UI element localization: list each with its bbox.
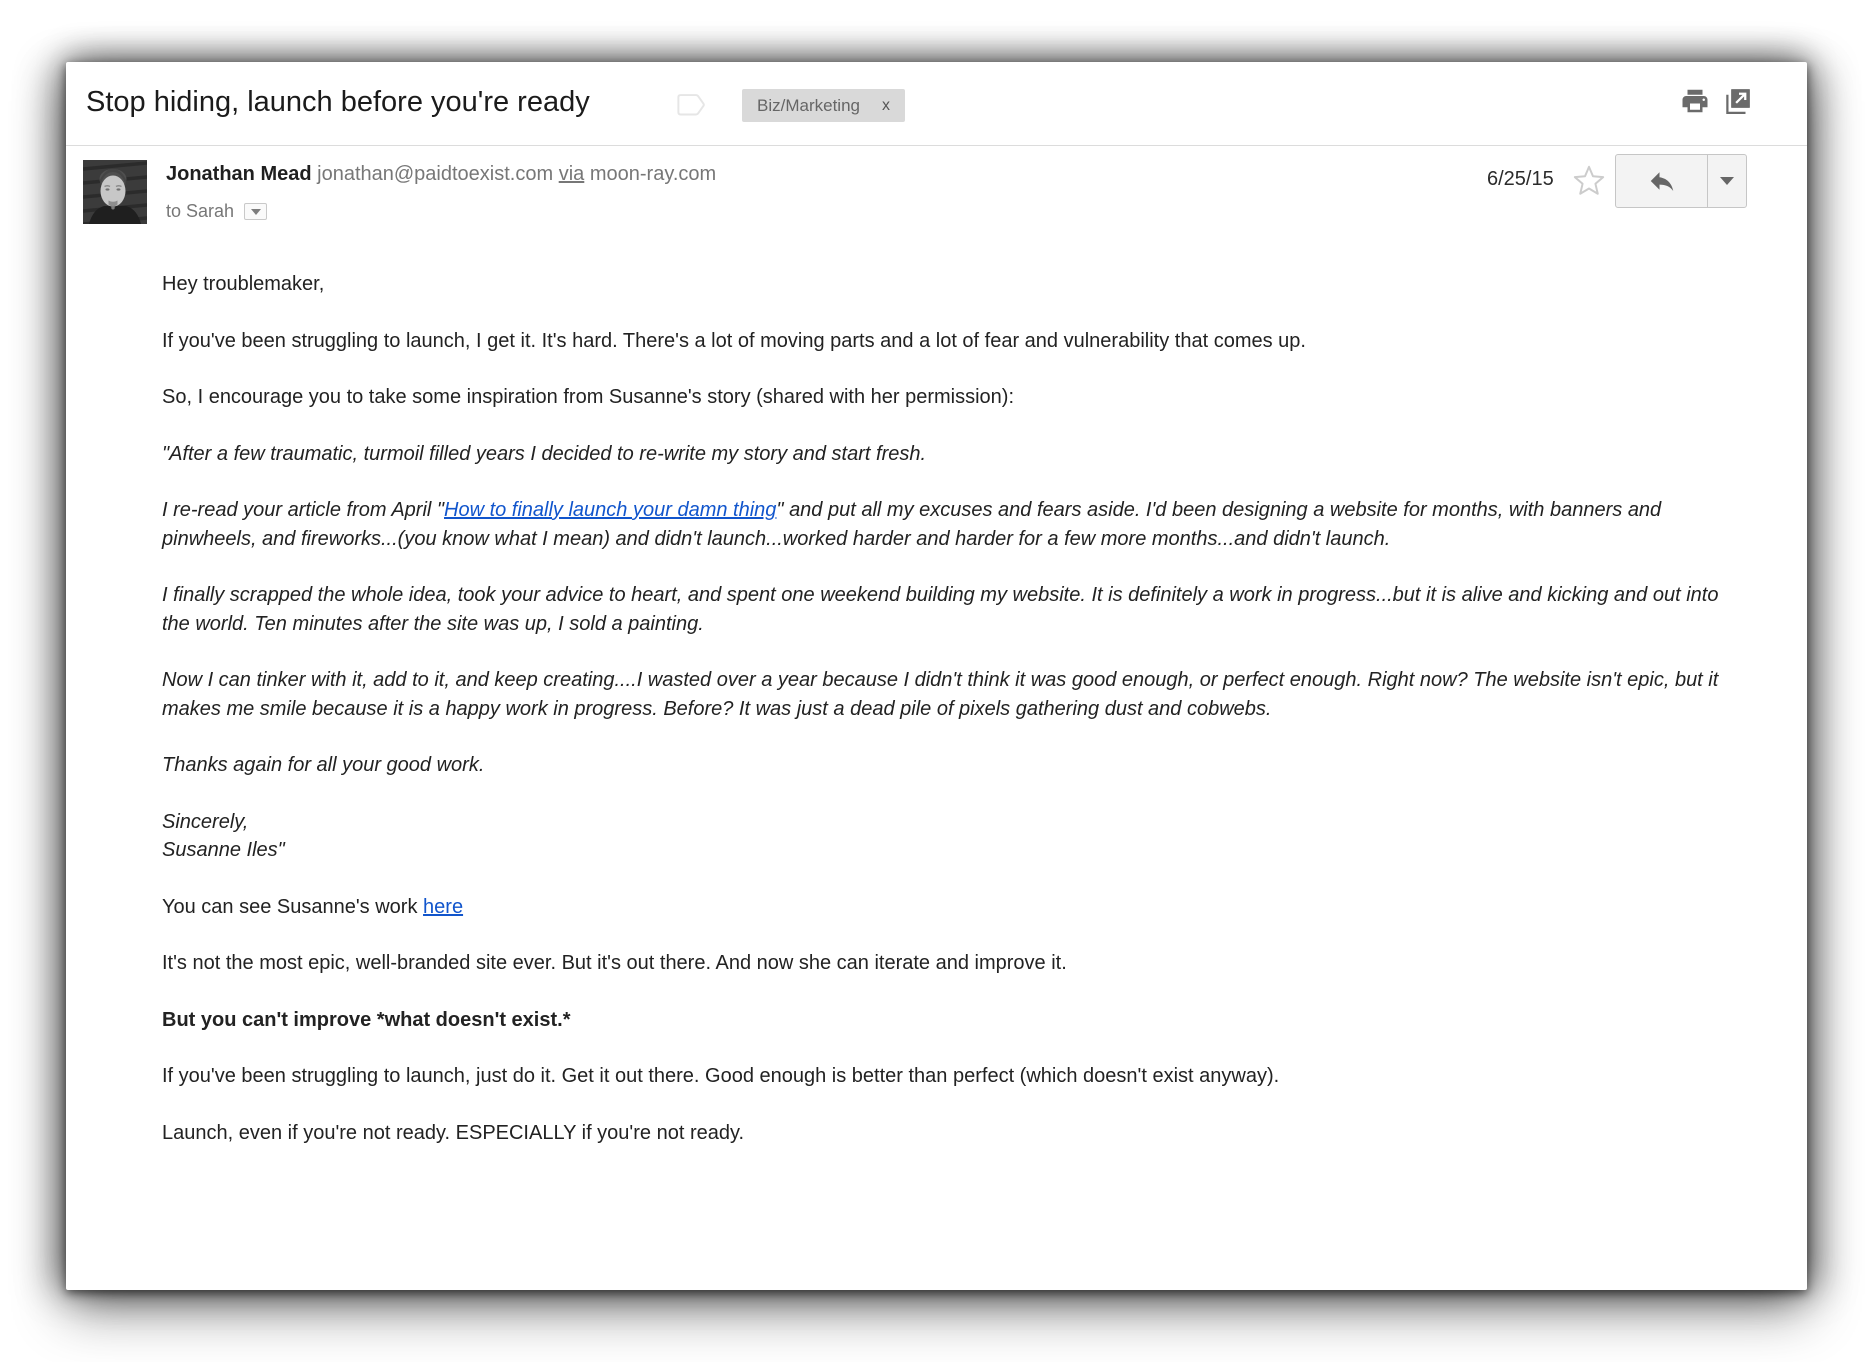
text-segment: " and put all my excuses and fears aside. I'd been designing a website for months, with banners and pinwheels, and fireworks...(you know what I mean) and didn't launch...worked harder and harder for a few more months...and didn't launch.	[162, 499, 1662, 550]
open-in-new-icon[interactable]	[1723, 86, 1753, 116]
email-body	[162, 270, 1728, 1175]
email-paragraph	[162, 440, 1728, 469]
star-icon[interactable]	[1572, 164, 1606, 198]
label-chip-text: Biz/Marketing	[757, 95, 860, 115]
email-paragraph	[162, 808, 1728, 865]
email-paragraph	[162, 1119, 1728, 1148]
text-segment: Thanks again for all your good work.	[162, 754, 485, 776]
text-segment: Sincerely,	[162, 810, 249, 833]
message-date: 6/25/15	[1487, 168, 1554, 190]
chevron-down-icon	[1720, 177, 1734, 185]
inline-link[interactable]: How to finally launch your damn thing	[444, 499, 777, 521]
label-remove-button[interactable]: x	[881, 96, 890, 114]
avatar	[83, 160, 147, 224]
print-icon[interactable]	[1680, 86, 1710, 116]
email-paragraph	[162, 949, 1728, 978]
via-domain: moon-ray.com	[589, 163, 717, 185]
email-paragraph	[162, 496, 1728, 553]
inline-link[interactable]: here	[423, 895, 464, 918]
text-segment: I re-read your article from April "	[162, 499, 444, 521]
reply-dropdown-button[interactable]	[1708, 155, 1746, 207]
email-paragraph	[162, 327, 1728, 356]
text-segment: I finally scrapped the whole idea, took your advice to heart, and spent one weekend building my website. It is definitely a work in progress...but it is alive and kicking and out into the world. Ten minutes after the site was up, I sold a painting.	[162, 584, 1719, 635]
email-paragraph	[162, 1062, 1728, 1091]
recipient-label: to Sarah	[166, 201, 235, 221]
sender-email: jonathan@paidtoexist.com	[317, 163, 554, 185]
text-segment: "After a few traumatic, turmoil filled years I decided to re-write my story and start fresh.	[162, 442, 927, 465]
sender-name[interactable]: Jonathan Mead	[166, 163, 312, 185]
label-chip[interactable]	[742, 89, 905, 122]
reply-button[interactable]	[1616, 155, 1708, 207]
chevron-down-icon	[251, 209, 261, 215]
text-segment: Susanne Iles"	[162, 839, 285, 861]
email-paragraph	[162, 383, 1728, 412]
text-segment: Hey troublemaker,	[162, 273, 325, 295]
text-segment: Launch, even if you're not ready. ESPECIALLY if you're not ready.	[162, 1121, 745, 1144]
reply-button-group	[1615, 154, 1747, 208]
text-segment: You can see Susanne's work	[162, 895, 424, 918]
show-details-button[interactable]	[244, 203, 267, 220]
email-paragraph	[162, 751, 1728, 780]
sender-line	[166, 163, 716, 186]
text-segment: If you've been struggling to launch, just do it. Get it out there. Good enough is better than perfect (which doesn't exist anyway).	[162, 1065, 1280, 1087]
email-paragraph	[162, 666, 1728, 723]
recipient-line	[166, 201, 267, 222]
email-subject: Stop hiding, launch before you're ready	[86, 86, 590, 118]
text-segment: Now I can tinker with it, add to it, and keep creating....I wasted over a year because I didn't think it was good enough, or perfect enough. Right now? The website isn't epic, but it makes me smile because it is a happy work in progress. Before? It was just a dead pile of pixels gathering dust and cobwebs.	[162, 669, 1719, 720]
email-paragraph	[162, 893, 1728, 922]
email-card	[66, 62, 1807, 1290]
reply-icon	[1647, 166, 1677, 196]
email-paragraph	[162, 1006, 1728, 1035]
header-divider	[66, 145, 1807, 146]
text-segment: It's not the most epic, well-branded site ever. But it's out there. And now she can iterate and improve it.	[162, 952, 1067, 974]
importance-marker-icon[interactable]	[676, 92, 706, 119]
text-segment: So, I encourage you to take some inspiration from Susanne's story (shared with her permission):	[162, 386, 1015, 408]
email-paragraph	[162, 581, 1728, 638]
email-paragraph	[162, 270, 1728, 299]
text-segment: If you've been struggling to launch, I get it. It's hard. There's a lot of moving parts and a lot of fear and vulnerability that comes up.	[162, 329, 1306, 352]
via-label: via	[558, 163, 585, 185]
text-segment: But you can't improve *what doesn't exist.*	[162, 1008, 571, 1031]
